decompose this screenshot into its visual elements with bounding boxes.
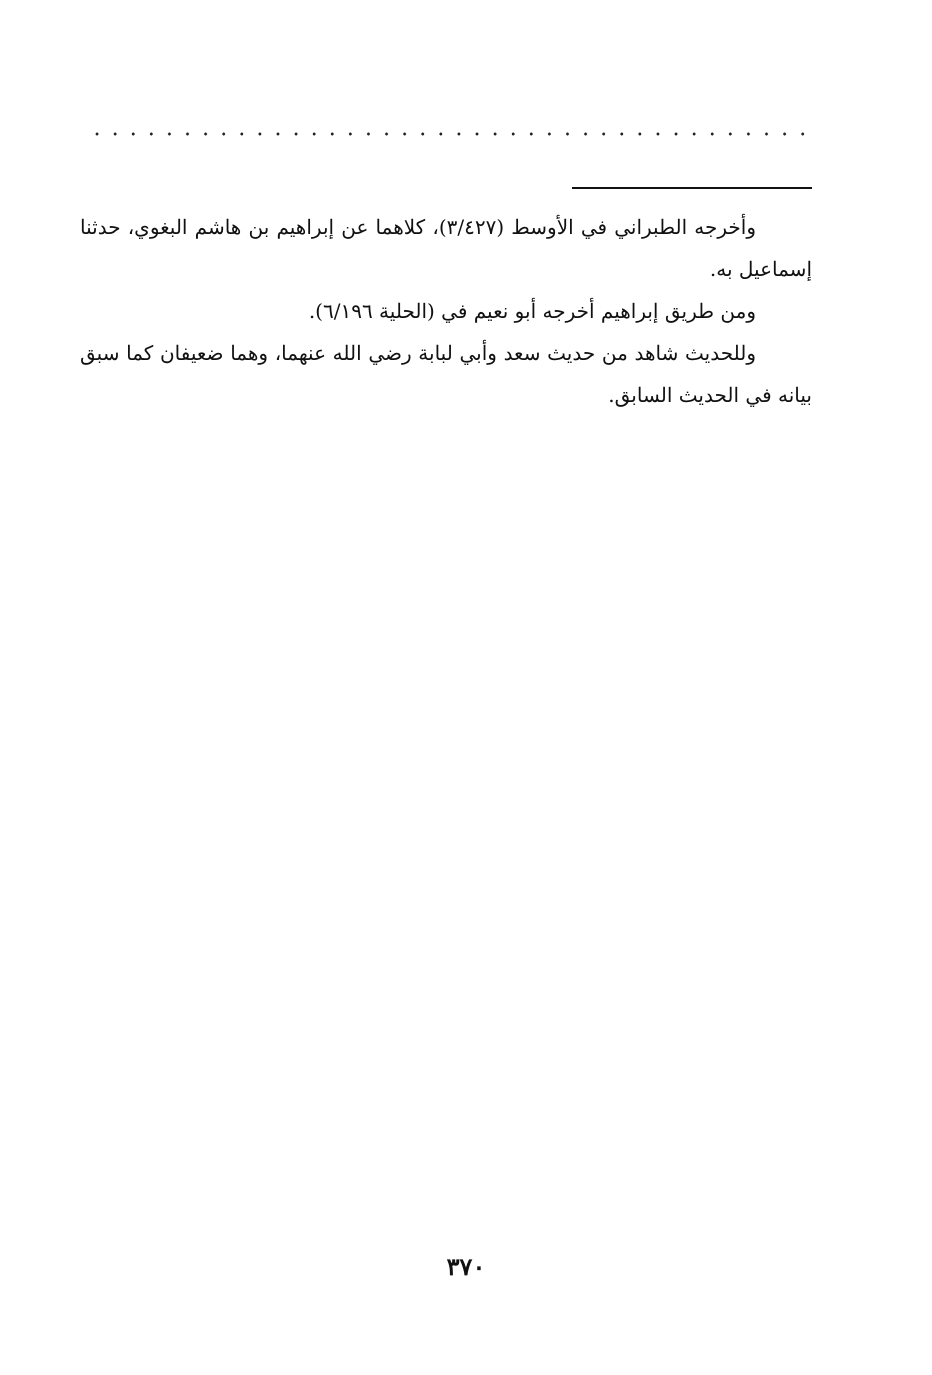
footnote-paragraph: ومن طريق إبراهيم أخرجه أبو نعيم في (الحلية ٦/١٩٦).: [308, 299, 756, 323]
dotted-separator: [88, 128, 812, 140]
footnote-separator-line: [572, 187, 812, 189]
footnote-paragraph: وللحديث شاهد من حديث سعد وأبي لبابة رضي الله عنهما، وهما ضعيفان كما سبق بيانه في الحديث السابق.: [80, 341, 812, 407]
footnote-paragraph: وأخرجه الطبراني في الأوسط (٣/٤٢٧)، كلاهما عن إبراهيم بن هاشم البغوي، حدثنا إسماعيل به.: [80, 215, 812, 281]
page-number: ٣٧٠: [446, 1252, 486, 1281]
footnotes-block: [80, 206, 812, 416]
